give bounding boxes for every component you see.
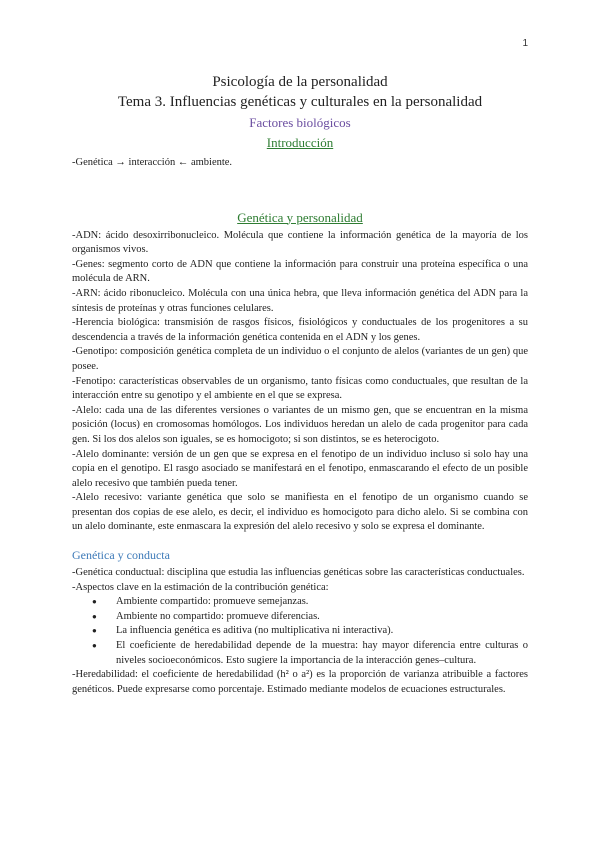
conducta-genetica-conductual: -Genética conductual: disciplina que estudia las influencias genéticas sobre las características conductuales. bbox=[72, 567, 525, 579]
list-item: ● Ambiente no compartido: promueve diferencias. bbox=[116, 610, 528, 625]
genetics-heading: Genética y personalidad bbox=[237, 209, 363, 225]
definition-fenotipo: -Fenotipo: características observables de un organismo, tanto físicas como conductuales, que resultan de la interacción entre su genotipo y el ambiente en el que se expresa. bbox=[72, 375, 528, 402]
list-item: ● Ambiente compartido: promueve semejanzas. bbox=[116, 595, 528, 610]
definition-adn: -ADN: ácido desoxirribonucleico. Molécula que contiene la información genética de la mayoría de los organismos vivos. bbox=[72, 229, 528, 256]
aspectos-list bbox=[72, 595, 528, 668]
definition-alelo-recesivo: -Alelo recesivo: variante genética que solo se manifiesta en el fenotipo de un organismo cuando se presentan dos copias de ese alelo, es decir, el individuo es homocigoto para dicho alelo. Si se combina con un alelo dominante, este enmascara la expresión del alelo recesivo y solo se expresa el dominante. bbox=[72, 492, 528, 533]
document-body bbox=[72, 72, 528, 697]
conducta-heading: Genética y conducta bbox=[72, 548, 170, 563]
document-title: Psicología de la personalidad bbox=[212, 74, 388, 90]
section-title: Factores biológicos bbox=[249, 115, 351, 130]
definition-alelo-dominante: -Alelo dominante: versión de un gen que se expresa en el fenotipo de un individuo incluso si solo hay una copia en el genotipo. El rasgo asociado se manifestará en el fenotipo, enmascarando el efecto de un posible alelo recesivo que también pueda tener. bbox=[72, 448, 528, 489]
definition-genotipo: -Genotipo: composición genética completa de un individuo o el conjunto de alelos (variantes de un gen) que posee. bbox=[72, 346, 528, 372]
title-block bbox=[72, 72, 528, 152]
definition-alelo: -Alelo: cada una de las diferentes versiones o variantes de un mismo gen, que se encuentran en la misma posición (locus) en cromosomas homólogos. Los individuos heredan un alelo de cada progenitor para cada gen. Si los dos alelos son iguales, se es homocigoto; si son distintos, se es heterocigoto. bbox=[72, 404, 528, 445]
conducta-aspectos-clave: -Aspectos clave en la estimación de la contribución genética: bbox=[72, 581, 329, 593]
page-number: 1 bbox=[522, 38, 528, 49]
spacer bbox=[72, 171, 528, 209]
intro-heading: Introducción bbox=[266, 135, 334, 150]
conducta-heredabilidad: -Heredabilidad: el coeficiente de heredabilidad (h² o a²) es la proporción de varianza atribuible a factores genéticos. Puede expresarse como porcentaje. Estimado mediante modelos de ecuaciones estructurales. bbox=[72, 669, 528, 695]
list-item: ● El coeficiente de heredabilidad depende de la muestra: hay mayor diferencia entre culturas o niveles socioeconómicos. Esto sugiere la importancia de la interacción genes–cultura. bbox=[116, 639, 528, 668]
list-item: ● La influencia genética es aditiva (no multiplicativa ni interactiva). bbox=[116, 624, 528, 639]
intro-text: -Genética → interacción ← ambiente. bbox=[72, 157, 233, 168]
definition-genes: -Genes: segmento corto de ADN que contiene la información para construir una proteína específica o una molécula de ARN. bbox=[72, 258, 528, 285]
document-subtitle: Tema 3. Influencias genéticas y culturales en la personalidad bbox=[117, 94, 483, 110]
definition-arn: -ARN: ácido ribonucleico. Molécula con una única hebra, que lleva información genética del ADN para la síntesis de proteínas y otras funciones celulares. bbox=[72, 287, 528, 314]
definition-herencia: -Herencia biológica: transmisión de rasgos físicos, fisiológicos y conductuales de los progenitores a su descendencia a través de la información genética contenida en el ADN y los genes. bbox=[72, 317, 528, 343]
